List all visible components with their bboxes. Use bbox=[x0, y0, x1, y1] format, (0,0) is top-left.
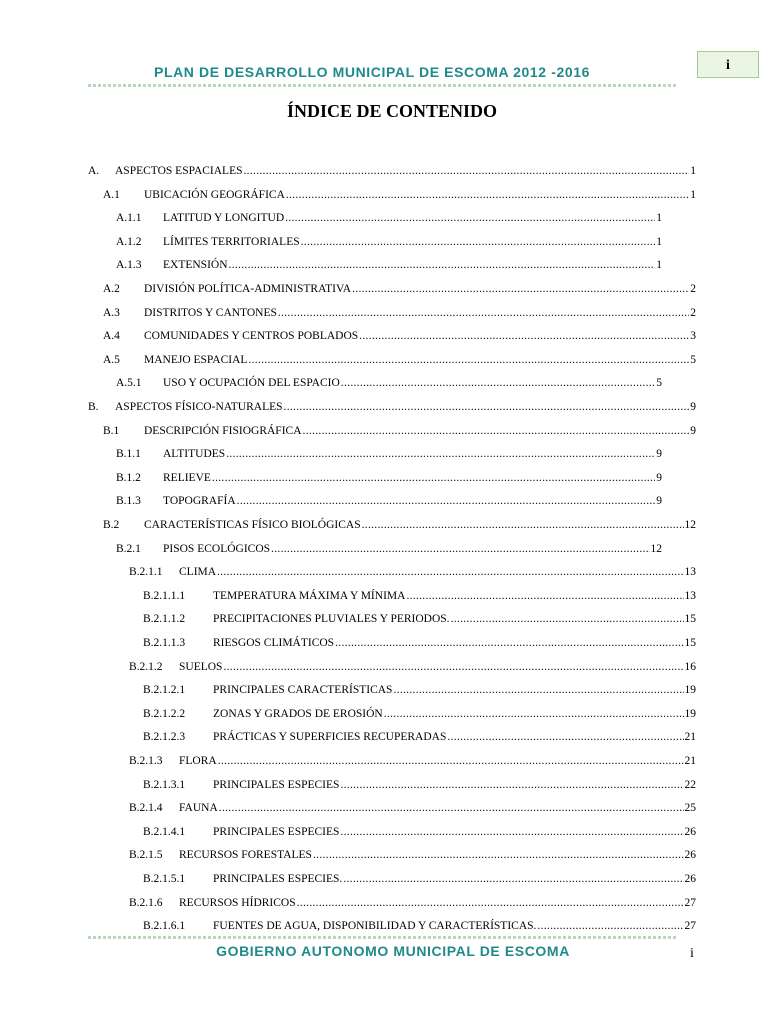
toc-entry-page: 22 bbox=[684, 778, 696, 791]
toc-entry-label: DISTRITOS Y CANTONES bbox=[144, 306, 277, 319]
toc-entry-leader bbox=[406, 587, 683, 605]
toc-entry[interactable] bbox=[116, 540, 662, 558]
toc-entry-leader bbox=[229, 256, 656, 274]
toc-entry-number: B.2.1.6 bbox=[129, 896, 163, 909]
toc-entry[interactable] bbox=[103, 186, 696, 204]
toc-entry-number: B.2.1 bbox=[116, 542, 141, 555]
toc-entry-label: PRÁCTICAS Y SUPERFICIES RECUPERADAS bbox=[213, 731, 447, 744]
toc-entry-number: B.2.1.4 bbox=[129, 802, 163, 815]
toc-entry-page: 15 bbox=[684, 613, 696, 626]
toc-entry-page: 1 bbox=[656, 212, 662, 225]
toc-entry-leader bbox=[362, 516, 684, 534]
toc-entry-leader bbox=[341, 374, 655, 392]
toc-entry-number: B.2.1.3.1 bbox=[143, 778, 186, 791]
toc-entry[interactable] bbox=[129, 846, 696, 864]
toc-entry[interactable] bbox=[143, 681, 696, 699]
toc-entry-label: DIVISIÓN POLÍTICA-ADMINISTRATIVA bbox=[144, 283, 352, 295]
toc-entry[interactable] bbox=[129, 658, 696, 676]
toc-entry-leader bbox=[218, 752, 684, 770]
toc-entry-number: B.1.3 bbox=[116, 495, 141, 508]
toc-entry-page: 2 bbox=[690, 283, 696, 295]
toc-entry-label: FAUNA bbox=[179, 802, 218, 815]
toc-entry-label: RELIEVE bbox=[163, 471, 211, 484]
toc-entry-leader bbox=[284, 398, 690, 416]
toc-entry-page: 9 bbox=[656, 448, 662, 461]
toc-entry-number: A.1 bbox=[103, 188, 120, 201]
toc-entry-number: B.2.1.1.2 bbox=[143, 613, 186, 626]
toc-entry-label: PRINCIPALES ESPECIES bbox=[213, 778, 340, 791]
toc-entry[interactable] bbox=[143, 823, 696, 841]
toc-entry[interactable] bbox=[143, 587, 696, 605]
toc-entry[interactable] bbox=[143, 634, 696, 652]
toc-entry-page: 1 bbox=[690, 188, 696, 201]
toc-entry[interactable] bbox=[103, 422, 696, 440]
toc-entry-label: PRINCIPALES CARACTERÍSTICAS bbox=[213, 684, 393, 697]
toc-entry-number: A.1.2 bbox=[116, 235, 142, 248]
toc-entry-page: 9 bbox=[690, 424, 696, 437]
toc-entry-number: B.2.1.4.1 bbox=[143, 825, 186, 838]
toc-entry-label: TOPOGRAFÍA bbox=[163, 495, 236, 508]
toc-entry-label: PRINCIPALES ESPECIES. bbox=[213, 873, 343, 885]
toc-entry[interactable] bbox=[143, 917, 696, 935]
toc-entry-leader bbox=[285, 209, 655, 227]
toc-entry[interactable] bbox=[103, 304, 696, 322]
toc-entry-number: A.5 bbox=[103, 353, 120, 366]
toc-entry-page: 26 bbox=[684, 825, 696, 838]
toc-entry-number: B.2.1.2.2 bbox=[143, 707, 186, 720]
toc-entry-page: 15 bbox=[684, 637, 696, 649]
toc-entry-label: RECURSOS HÍDRICOS bbox=[179, 896, 296, 909]
toc-entry[interactable] bbox=[116, 445, 662, 463]
toc-entry-leader bbox=[278, 304, 689, 322]
footer-title-text: GOBIERNO AUTONOMO MUNICIPAL DE ESCOMA bbox=[216, 943, 570, 959]
toc-entry-leader bbox=[244, 162, 690, 180]
toc-entry-label: PRINCIPALES ESPECIES bbox=[213, 825, 340, 838]
toc-entry[interactable] bbox=[129, 894, 696, 912]
toc-entry-label: PISOS ECOLÓGICOS bbox=[163, 542, 271, 555]
toc-entry-label: EXTENSIÓN bbox=[163, 259, 228, 272]
toc-entry-number: B.2.1.1 bbox=[129, 566, 163, 579]
toc-entry-label: LATITUD Y LONGITUD bbox=[163, 212, 285, 225]
toc-entry[interactable] bbox=[103, 516, 696, 534]
toc-entry-number: B.2.1.3 bbox=[129, 755, 163, 767]
toc-entry[interactable] bbox=[143, 870, 696, 888]
toc-entry-label: LÍMITES TERRITORIALES bbox=[163, 235, 300, 248]
toc-entry-page: 13 bbox=[684, 589, 696, 602]
toc-entry-label: UBICACIÓN GEOGRÁFICA bbox=[144, 188, 285, 201]
toc-entry-label: RECURSOS FORESTALES bbox=[179, 849, 312, 862]
toc-entry-page: 1 bbox=[690, 165, 696, 177]
toc-entry-label: FLORA bbox=[179, 755, 217, 767]
toc-entry[interactable] bbox=[129, 752, 696, 770]
toc-entry[interactable] bbox=[88, 162, 696, 180]
toc-entry-leader bbox=[303, 422, 690, 440]
toc-entry-leader bbox=[447, 728, 683, 746]
toc-entry-number: B.2.1.2.3 bbox=[143, 731, 186, 744]
toc-entry-page: 2 bbox=[690, 306, 696, 319]
toc-entry-number: B.2.1.2.1 bbox=[143, 684, 186, 697]
toc-entry[interactable] bbox=[116, 209, 662, 227]
toc-entry-page: 5 bbox=[656, 377, 662, 390]
toc-entry-page: 9 bbox=[656, 495, 662, 508]
toc-entry-page: 12 bbox=[684, 519, 696, 531]
toc-entry-label: MANEJO ESPACIAL bbox=[144, 353, 248, 366]
toc-entry[interactable] bbox=[143, 610, 696, 628]
toc-entry[interactable] bbox=[103, 351, 696, 369]
toc-entry-leader bbox=[301, 233, 656, 251]
footer-title bbox=[0, 943, 768, 959]
toc-entry-number: B.1.1 bbox=[116, 448, 141, 461]
toc-entry-number: A.3 bbox=[103, 306, 120, 319]
page-number-badge: i bbox=[697, 51, 759, 78]
toc-entry-page: 21 bbox=[684, 755, 696, 767]
header-title-text: PLAN DE DESARROLLO MUNICIPAL DE ESCOMA 2012 -2016 bbox=[154, 64, 590, 80]
toc-entry[interactable] bbox=[116, 374, 662, 392]
toc-entry-label: CARACTERÍSTICAS FÍSICO BIOLÓGICAS bbox=[144, 519, 361, 531]
toc-entry-page: 13 bbox=[684, 566, 696, 579]
toc-entry-leader bbox=[223, 658, 683, 676]
toc-entry[interactable] bbox=[129, 799, 696, 817]
page-title-text: ÍNDICE DE CONTENIDO bbox=[286, 101, 498, 121]
toc-entry-number: B. bbox=[88, 401, 99, 413]
toc-entry-page: 1 bbox=[656, 259, 662, 272]
toc-entry-number: B.1 bbox=[103, 424, 120, 437]
toc-entry[interactable] bbox=[116, 256, 662, 274]
toc-entry-leader bbox=[297, 894, 684, 912]
toc-entry-number: A.5.1 bbox=[116, 377, 142, 390]
toc-entry-label: FUENTES DE AGUA, DISPONIBILIDAD Y CARACTERÍSTICAS. bbox=[213, 920, 537, 933]
toc-entry-number: B.2.1.2 bbox=[129, 660, 163, 673]
toc-entry-label: ASPECTOS ESPACIALES bbox=[115, 165, 243, 177]
toc-entry-label: TEMPERATURA MÁXIMA Y MÍNIMA bbox=[213, 589, 406, 602]
toc-entry-page: 19 bbox=[684, 684, 696, 697]
toc-entry-number: A.1.1 bbox=[116, 212, 142, 225]
toc-entry-label: RIESGOS CLIMÁTICOS bbox=[213, 637, 335, 649]
toc-entry[interactable] bbox=[116, 492, 662, 510]
toc-entry-page: 9 bbox=[690, 401, 696, 413]
toc-entry-label: PRECIPITACIONES PLUVIALES Y PERIODOS. bbox=[213, 613, 450, 626]
toc-entry[interactable] bbox=[143, 776, 696, 794]
toc-entry[interactable] bbox=[88, 398, 696, 416]
toc-entry-leader bbox=[217, 563, 683, 581]
toc-entry-leader bbox=[226, 445, 655, 463]
toc-entry-page: 9 bbox=[656, 471, 662, 484]
toc-entry-number: B.2 bbox=[103, 519, 120, 531]
toc-entry-label: USO Y OCUPACIÓN DEL ESPACIO bbox=[163, 377, 340, 390]
toc-entry-number: A.2 bbox=[103, 283, 120, 295]
toc-entry-leader bbox=[340, 776, 683, 794]
toc-entry-page: 26 bbox=[684, 849, 696, 862]
toc-entry-leader bbox=[219, 799, 684, 817]
toc-entry-page: 25 bbox=[684, 802, 696, 815]
toc-entry-page: 21 bbox=[684, 731, 696, 744]
toc-entry-number: A. bbox=[88, 165, 100, 177]
toc-entry-number: A.4 bbox=[103, 330, 120, 343]
toc-entry-number: B.2.1.6.1 bbox=[143, 920, 186, 933]
toc-entry[interactable] bbox=[129, 563, 696, 581]
toc-entry-leader bbox=[248, 351, 689, 369]
toc-entry-label: SUELOS bbox=[179, 660, 223, 673]
toc-entry-page: 16 bbox=[684, 660, 696, 673]
toc-entry-page: 27 bbox=[684, 896, 696, 909]
toc-entry-number: A.1.3 bbox=[116, 259, 142, 272]
toc-entry-leader bbox=[286, 186, 689, 204]
toc-entry-page: 27 bbox=[684, 920, 696, 933]
toc-entry-leader bbox=[335, 634, 683, 652]
toc-entry-leader bbox=[359, 327, 689, 345]
toc-entry-page: 12 bbox=[650, 542, 662, 555]
toc-entry-label: CLIMA bbox=[179, 566, 217, 579]
toc-entry-number: B.2.1.1.3 bbox=[143, 637, 186, 649]
toc-entry-number: B.2.1.1.1 bbox=[143, 589, 186, 602]
toc-entry-label: ASPECTOS FÍSICO-NATURALES bbox=[115, 401, 283, 413]
toc-entry[interactable] bbox=[103, 280, 696, 298]
toc-entry-page: 19 bbox=[684, 707, 696, 720]
toc-entry-label: COMUNIDADES Y CENTROS POBLADOS bbox=[144, 330, 359, 343]
toc-entry-leader bbox=[340, 823, 683, 841]
toc-entry-page: 26 bbox=[684, 873, 696, 885]
toc-entry-leader bbox=[313, 846, 684, 864]
toc-entry-number: B.1.2 bbox=[116, 471, 141, 484]
toc-entry-leader bbox=[384, 705, 684, 723]
footer-page-number: i bbox=[690, 946, 694, 961]
toc-entry-leader bbox=[451, 610, 684, 628]
toc-entry[interactable] bbox=[103, 327, 696, 345]
toc-entry-page: 1 bbox=[656, 235, 662, 248]
toc-entry-page: 5 bbox=[690, 353, 696, 366]
toc-entry-number: B.2.1.5.1 bbox=[143, 873, 186, 885]
toc-entry[interactable] bbox=[143, 705, 696, 723]
toc-entry[interactable] bbox=[143, 728, 696, 746]
toc-entry-label: ALTITUDES bbox=[163, 448, 226, 461]
toc-entry-leader bbox=[212, 469, 655, 487]
toc-entry-leader bbox=[343, 870, 683, 888]
toc-entry-leader bbox=[537, 917, 683, 935]
toc-entry-leader bbox=[237, 492, 656, 510]
toc-entry-leader bbox=[393, 681, 683, 699]
toc-entry-number: B.2.1.5 bbox=[129, 849, 163, 862]
toc-entry-label: ZONAS Y GRADOS DE EROSIÓN bbox=[213, 707, 383, 720]
toc-entry[interactable] bbox=[116, 233, 662, 251]
toc-entry-page: 3 bbox=[690, 330, 696, 343]
toc-entry-leader bbox=[271, 540, 649, 558]
toc-entry-label: DESCRIPCIÓN FISIOGRÁFICA bbox=[144, 424, 302, 437]
toc-entry-leader bbox=[352, 280, 689, 298]
footer-rule bbox=[88, 936, 676, 939]
toc-entry[interactable] bbox=[116, 469, 662, 487]
